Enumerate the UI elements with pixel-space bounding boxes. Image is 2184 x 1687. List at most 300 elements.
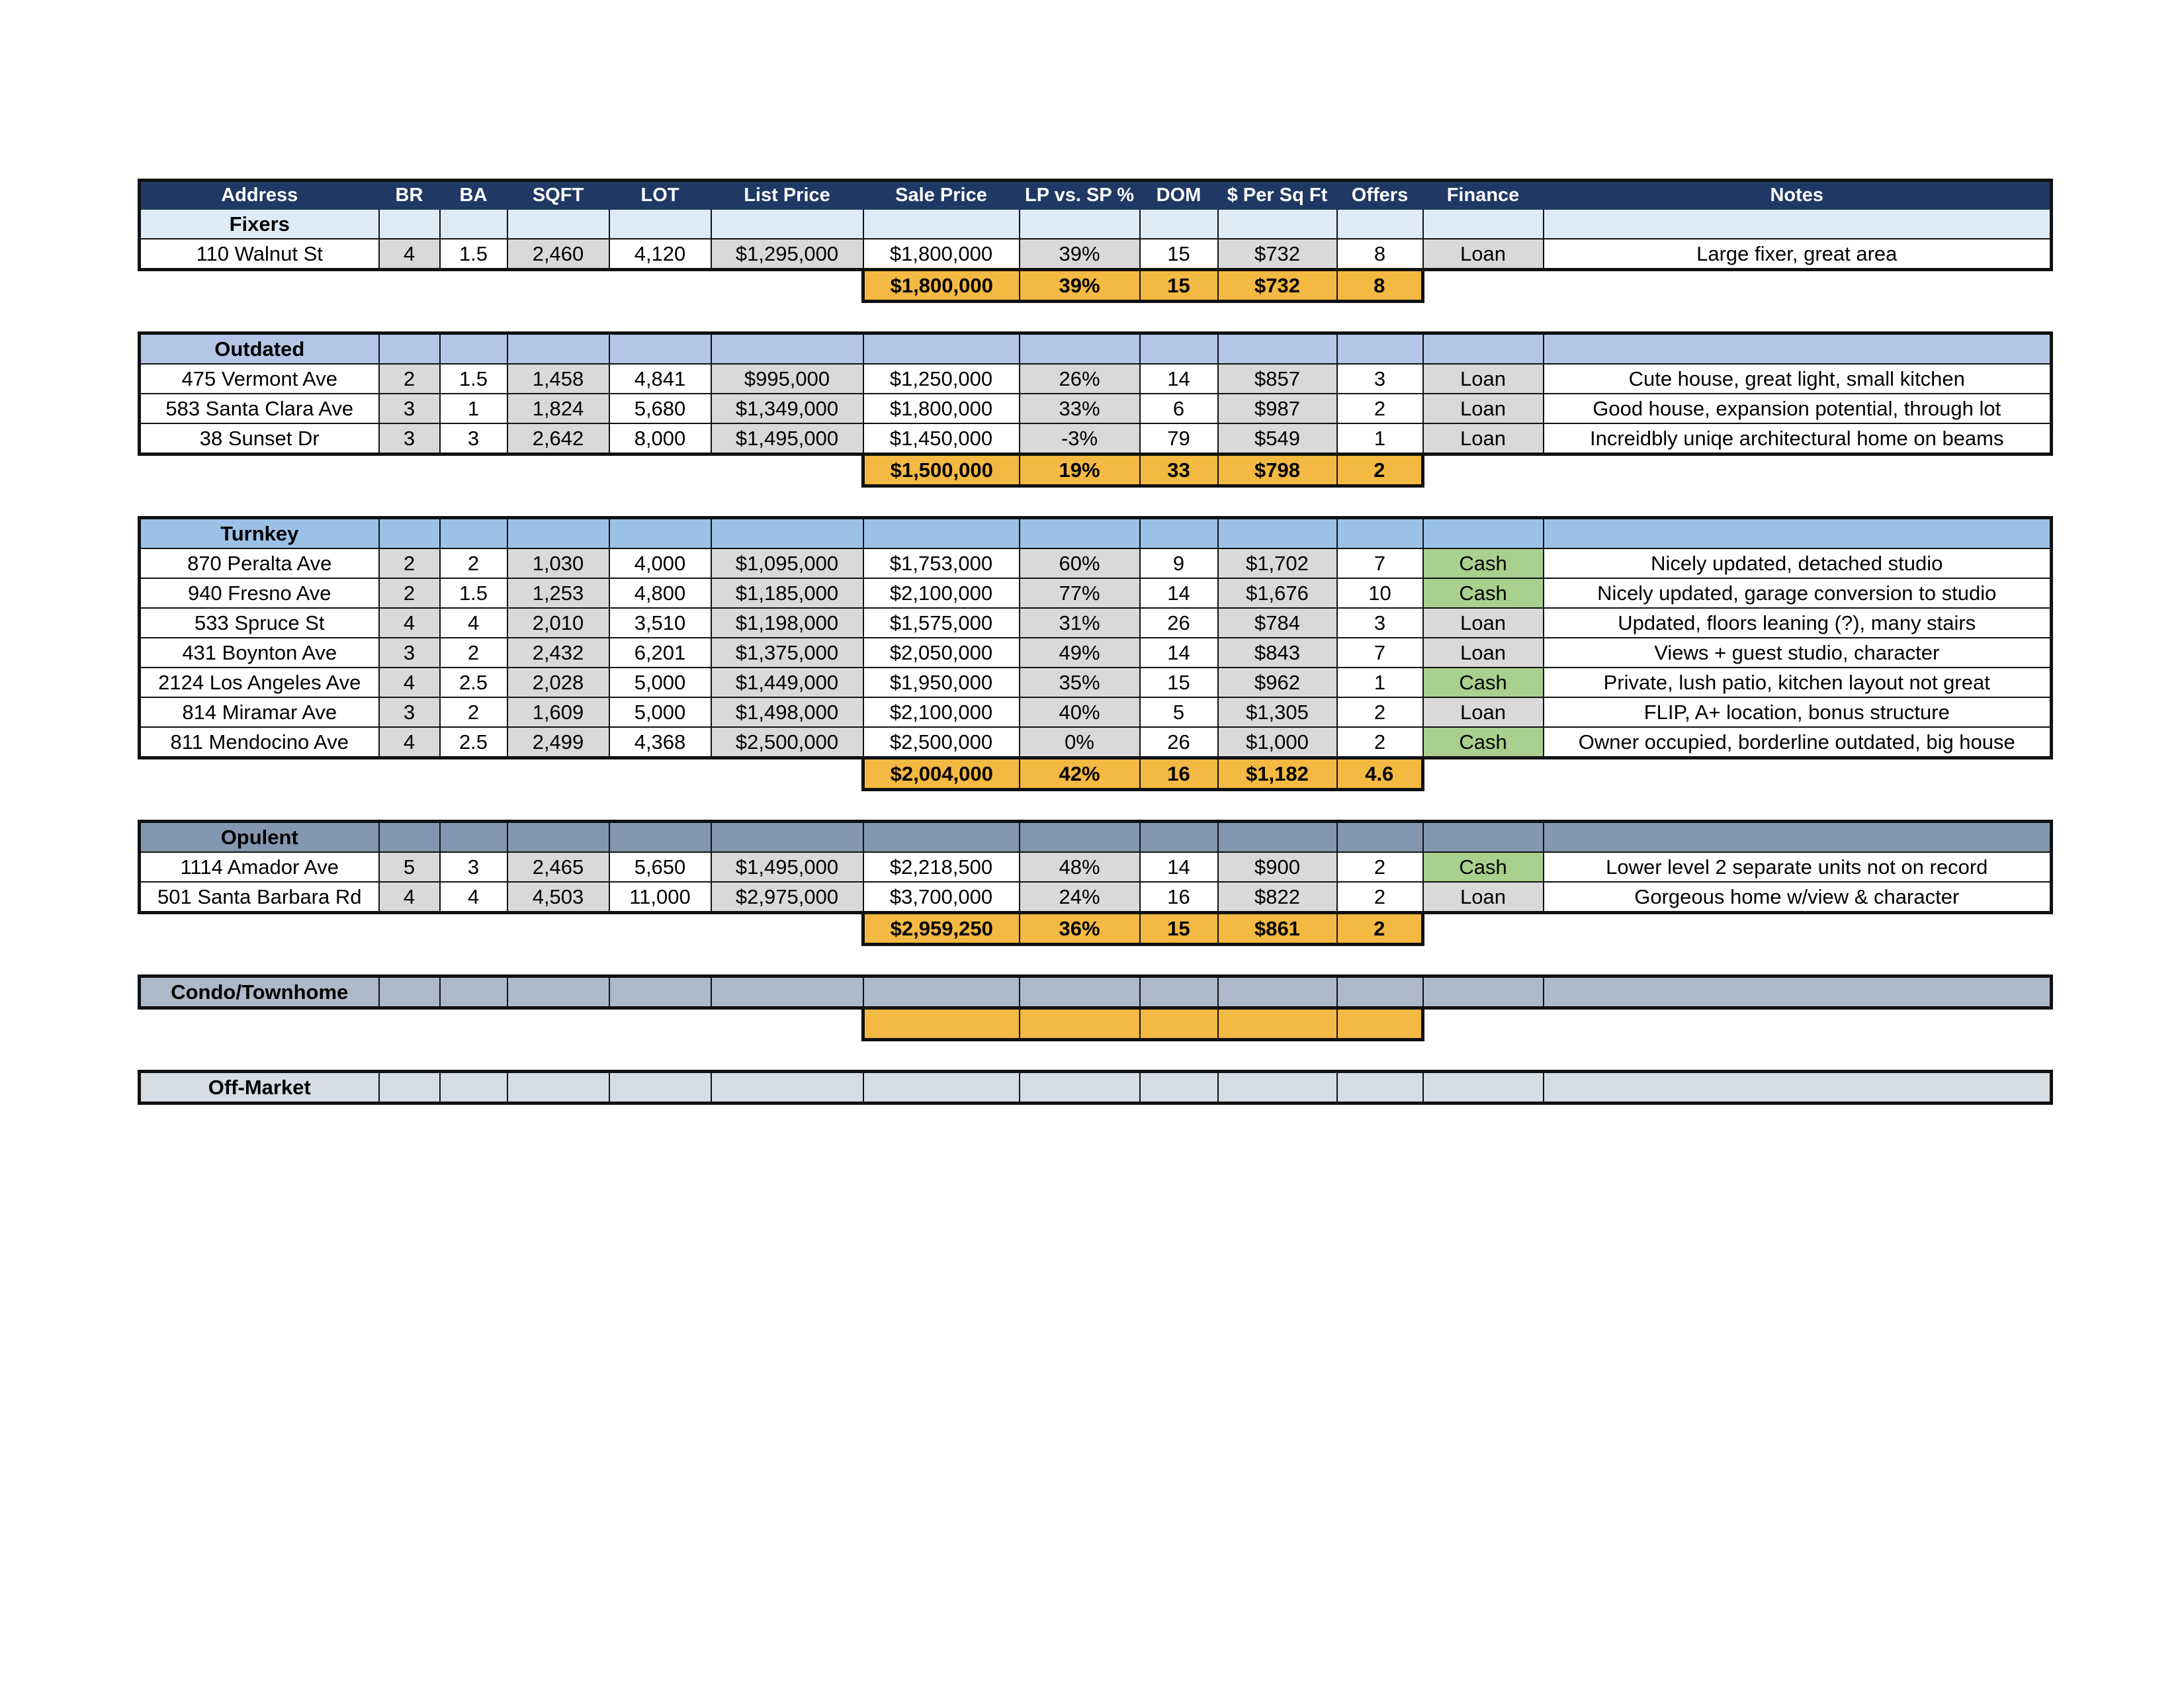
cell-psf: $962 [1218,668,1337,697]
col-sale-price: Sale Price [863,181,1020,210]
section-header-cell [711,976,863,1008]
cell-br: 2 [379,364,440,394]
cell-offers: 2 [1337,882,1423,913]
section-header-cell [1020,333,1140,365]
section-header-cell [1544,333,2052,365]
summary-blank [711,913,863,945]
summary-blank [1423,758,1544,790]
cell-offers: 8 [1337,239,1423,270]
cell-lot: 4,800 [609,578,711,608]
section-header-cell [440,518,507,549]
cell-br: 4 [379,727,440,758]
cell-address: 533 Spruce St [140,608,379,638]
section-header-turnkey [140,518,2052,549]
cell-br: 3 [379,394,440,423]
cell-offers: 2 [1337,852,1423,882]
cell-br: 2 [379,578,440,608]
cell-lpsp: 60% [1020,548,1140,578]
cell-psf: $900 [1218,852,1337,882]
cell-br: 4 [379,668,440,697]
section-label: Turnkey [140,518,379,549]
section-header-cell [379,209,440,239]
summary-sale: $2,959,250 [863,913,1020,945]
cell-notes: Nicely updated, detached studio [1544,548,2052,578]
cell-sqft: 2,465 [507,852,609,882]
cell-list: $1,498,000 [711,697,863,727]
cell-address: 811 Mendocino Ave [140,727,379,758]
cell-ba: 2 [440,697,507,727]
cell-lpsp: -3% [1020,423,1140,454]
summary-psf: $798 [1218,454,1337,486]
cell-psf: $1,000 [1218,727,1337,758]
summary-lpsp [1020,1008,1140,1040]
cell-lot: 4,368 [609,727,711,758]
cell-lpsp: 31% [1020,608,1140,638]
section-label: Outdated [140,333,379,365]
col-sqft: SQFT [507,181,609,210]
section-header-cell [507,518,609,549]
summary-blank [609,913,711,945]
col-ba: BA [440,181,507,210]
section-header-cell [1337,333,1423,365]
cell-lot: 5,650 [609,852,711,882]
summary-blank [140,758,379,790]
section-header-cell [440,1072,507,1103]
table-row [140,882,2052,913]
summary-offers: 8 [1337,270,1423,302]
cell-br: 5 [379,852,440,882]
summary-dom: 33 [1140,454,1218,486]
section-header-cell [507,1072,609,1103]
summary-blank [609,758,711,790]
cell-ba: 2.5 [440,727,507,758]
section-header-cell [1218,209,1337,239]
summary-blank [1423,913,1544,945]
cell-finance: Cash [1423,727,1544,758]
cell-lpsp: 39% [1020,239,1140,270]
section-header-cell [609,518,711,549]
cell-address: 2124 Los Angeles Ave [140,668,379,697]
cell-sqft: 4,503 [507,882,609,913]
cell-finance: Cash [1423,852,1544,882]
summary-blank [140,1008,379,1040]
cell-dom: 26 [1140,727,1218,758]
section-header-cell [1140,518,1218,549]
col-finance: Finance [1423,181,1544,210]
section-header-cell [1140,333,1218,365]
col-address: Address [140,181,379,210]
cell-notes: Lower level 2 separate units not on record [1544,852,2052,882]
cell-sale: $2,218,500 [863,852,1020,882]
cell-sqft: 2,460 [507,239,609,270]
summary-blank [507,758,609,790]
summary-blank [440,913,507,945]
cell-finance: Loan [1423,239,1544,270]
summary-blank [1544,913,2052,945]
section-header-cell [1544,976,2052,1008]
col-lot: LOT [609,181,711,210]
section-header-cell [1544,822,2052,853]
section-header-cell [1020,976,1140,1008]
cell-address: 110 Walnut St [140,239,379,270]
summary-blank [140,454,379,486]
summary-blank [379,454,440,486]
section-header-cell [863,822,1020,853]
section-header-cell [1140,976,1218,1008]
summary-blank [507,454,609,486]
cell-offers: 2 [1337,727,1423,758]
section-header-cell [1423,1072,1544,1103]
cell-address: 1114 Amador Ave [140,852,379,882]
cell-notes: Nicely updated, garage conversion to studio [1544,578,2052,608]
cell-list: $1,375,000 [711,638,863,668]
cell-lpsp: 33% [1020,394,1140,423]
summary-blank [507,913,609,945]
cell-sale: $1,753,000 [863,548,1020,578]
section-header-cell [1218,976,1337,1008]
cell-finance: Loan [1423,882,1544,913]
cell-list: $1,185,000 [711,578,863,608]
summary-lpsp: 42% [1020,758,1140,790]
cell-list: $1,295,000 [711,239,863,270]
summary-blank [507,270,609,302]
cell-dom: 5 [1140,697,1218,727]
header-row [140,181,2052,210]
cell-psf: $843 [1218,638,1337,668]
table-row [140,668,2052,697]
table-row [140,727,2052,758]
section-header-cell [1140,822,1218,853]
cell-offers: 3 [1337,364,1423,394]
cell-ba: 2 [440,638,507,668]
cell-lpsp: 26% [1020,364,1140,394]
cell-list: $1,495,000 [711,852,863,882]
cell-notes: Updated, floors leaning (?), many stairs [1544,608,2052,638]
cell-dom: 14 [1140,364,1218,394]
summary-blank [440,270,507,302]
cell-sale: $1,450,000 [863,423,1020,454]
cell-list: $1,095,000 [711,548,863,578]
cell-finance: Cash [1423,548,1544,578]
cell-lot: 4,841 [609,364,711,394]
col-offers: Offers [1337,181,1423,210]
cell-notes: Gorgeous home w/view & character [1544,882,2052,913]
cell-notes: Large fixer, great area [1544,239,2052,270]
summary-row-fixers [140,270,2052,302]
section-header-fixers [140,209,2052,239]
summary-sale: $2,004,000 [863,758,1020,790]
section-header-cell [1218,1072,1337,1103]
cell-dom: 26 [1140,608,1218,638]
section-header-outdated [140,333,2052,365]
section-header-cell [440,209,507,239]
cell-finance: Loan [1423,364,1544,394]
cell-address: 431 Boynton Ave [140,638,379,668]
summary-dom: 16 [1140,758,1218,790]
cell-psf: $784 [1218,608,1337,638]
section-header-cell [507,333,609,365]
section-header-cell [1020,822,1140,853]
summary-blank [1423,454,1544,486]
section-header-cell [440,822,507,853]
cell-ba: 4 [440,608,507,638]
cell-finance: Cash [1423,668,1544,697]
summary-lpsp: 19% [1020,454,1140,486]
summary-blank [379,1008,440,1040]
cell-lpsp: 24% [1020,882,1140,913]
cell-lot: 5,680 [609,394,711,423]
section-header-cell [609,209,711,239]
cell-offers: 1 [1337,423,1423,454]
section-gap [140,790,2052,822]
summary-blank [609,1008,711,1040]
cell-dom: 16 [1140,882,1218,913]
cell-sqft: 2,432 [507,638,609,668]
cell-psf: $987 [1218,394,1337,423]
gap-cell [140,302,2052,333]
summary-blank [1423,270,1544,302]
summary-blank [711,1008,863,1040]
section-header-cell [711,822,863,853]
cell-br: 3 [379,423,440,454]
table-row [140,608,2052,638]
table-row [140,697,2052,727]
cell-offers: 2 [1337,697,1423,727]
cell-finance: Loan [1423,423,1544,454]
cell-address: 38 Sunset Dr [140,423,379,454]
section-label: Opulent [140,822,379,853]
cell-sale: $3,700,000 [863,882,1020,913]
section-header-cell [507,209,609,239]
section-header-cell [1218,518,1337,549]
cell-dom: 9 [1140,548,1218,578]
gap-cell [140,486,2052,518]
section-header-cell [1020,209,1140,239]
summary-blank [379,758,440,790]
cell-lpsp: 0% [1020,727,1140,758]
summary-dom: 15 [1140,270,1218,302]
col-br: BR [379,181,440,210]
section-header-cell [711,209,863,239]
cell-address: 475 Vermont Ave [140,364,379,394]
col-list-price: List Price [711,181,863,210]
section-header-cell [863,333,1020,365]
summary-blank [1544,758,2052,790]
section-header-cell [609,976,711,1008]
section-header-cell [1218,333,1337,365]
table-row [140,852,2052,882]
summary-sale: $1,500,000 [863,454,1020,486]
cell-list: $1,449,000 [711,668,863,697]
summary-blank [140,270,379,302]
cell-sqft: 1,253 [507,578,609,608]
cell-br: 3 [379,638,440,668]
cell-sqft: 2,028 [507,668,609,697]
cell-sale: $2,100,000 [863,578,1020,608]
section-header-cell [507,822,609,853]
section-header-cell [609,333,711,365]
summary-row-opulent [140,913,2052,945]
cell-finance: Cash [1423,578,1544,608]
cell-sqft: 2,010 [507,608,609,638]
cell-ba: 3 [440,852,507,882]
cell-address: 940 Fresno Ave [140,578,379,608]
cell-lpsp: 40% [1020,697,1140,727]
cell-notes: Owner occupied, borderline outdated, big house [1544,727,2052,758]
summary-blank [609,454,711,486]
cell-lot: 4,120 [609,239,711,270]
cell-sale: $1,575,000 [863,608,1020,638]
summary-dom: 15 [1140,913,1218,945]
cell-ba: 1.5 [440,239,507,270]
section-gap [140,486,2052,518]
cell-lpsp: 49% [1020,638,1140,668]
cell-dom: 14 [1140,852,1218,882]
cell-br: 4 [379,239,440,270]
gap-cell [140,790,2052,822]
cell-finance: Loan [1423,638,1544,668]
summary-blank [609,270,711,302]
section-header-cell [1337,518,1423,549]
section-header-cell [1337,209,1423,239]
section-header-cell [1544,518,2052,549]
section-header-cell [711,1072,863,1103]
cell-lot: 5,000 [609,697,711,727]
cell-list: $1,198,000 [711,608,863,638]
section-header-cell [609,1072,711,1103]
summary-row-outdated [140,454,2052,486]
cell-sqft: 1,030 [507,548,609,578]
cell-br: 4 [379,608,440,638]
col-per-sqft: $ Per Sq Ft [1218,181,1337,210]
cell-psf: $732 [1218,239,1337,270]
cell-sale: $1,800,000 [863,394,1020,423]
section-header-cell [440,333,507,365]
cell-dom: 6 [1140,394,1218,423]
cell-psf: $857 [1218,364,1337,394]
cell-sqft: 2,499 [507,727,609,758]
summary-offers: 2 [1337,454,1423,486]
cell-lot: 6,201 [609,638,711,668]
cell-list: $2,500,000 [711,727,863,758]
cell-sqft: 1,458 [507,364,609,394]
summary-blank [1423,1008,1544,1040]
cell-sqft: 1,609 [507,697,609,727]
summary-blank [711,758,863,790]
cell-offers: 10 [1337,578,1423,608]
section-header-cell [1218,822,1337,853]
table-row [140,239,2052,270]
cell-ba: 2 [440,548,507,578]
cell-dom: 15 [1140,239,1218,270]
summary-blank [440,1008,507,1040]
cell-lot: 8,000 [609,423,711,454]
cell-sale: $2,500,000 [863,727,1020,758]
cell-offers: 2 [1337,394,1423,423]
cell-sale: $1,250,000 [863,364,1020,394]
section-header-cell [863,976,1020,1008]
section-header-cell [863,209,1020,239]
summary-psf: $732 [1218,270,1337,302]
cell-finance: Loan [1423,697,1544,727]
summary-blank [140,913,379,945]
cell-list: $1,495,000 [711,423,863,454]
cell-lot: 4,000 [609,548,711,578]
summary-sale [863,1008,1020,1040]
table-row [140,364,2052,394]
section-header-cell [1544,1072,2052,1103]
cell-sqft: 1,824 [507,394,609,423]
cell-lot: 5,000 [609,668,711,697]
section-header-cell [379,976,440,1008]
cell-lpsp: 35% [1020,668,1140,697]
section-label: Fixers [140,209,379,239]
cell-psf: $549 [1218,423,1337,454]
cell-offers: 7 [1337,638,1423,668]
summary-psf: $1,182 [1218,758,1337,790]
summary-sale: $1,800,000 [863,270,1020,302]
cell-address: 870 Peralta Ave [140,548,379,578]
cell-lot: 3,510 [609,608,711,638]
cell-finance: Loan [1423,394,1544,423]
summary-psf: $861 [1218,913,1337,945]
cell-address: 814 Miramar Ave [140,697,379,727]
comps-table [138,179,2053,1105]
section-header-cell [1337,822,1423,853]
cell-br: 2 [379,548,440,578]
section-header-cell [379,822,440,853]
section-header-cell [379,1072,440,1103]
cell-finance: Loan [1423,608,1544,638]
section-label: Condo/Townhome [140,976,379,1008]
section-gap [140,302,2052,333]
gap-cell [140,945,2052,976]
summary-blank [379,270,440,302]
cell-notes: Increidbly uniqe architectural home on beams [1544,423,2052,454]
summary-blank [711,270,863,302]
cell-psf: $1,676 [1218,578,1337,608]
cell-psf: $1,305 [1218,697,1337,727]
cell-dom: 14 [1140,638,1218,668]
cell-br: 3 [379,697,440,727]
section-header-cell [1423,333,1544,365]
cell-sqft: 2,642 [507,423,609,454]
section-header-opulent [140,822,2052,853]
section-label: Off-Market [140,1072,379,1103]
section-header-condo [140,976,2052,1008]
section-header-cell [1020,518,1140,549]
section-gap [140,945,2052,976]
cell-notes: FLIP, A+ location, bonus structure [1544,697,2052,727]
col-lp-vs-sp: LP vs. SP % [1020,181,1140,210]
section-header-cell [1423,822,1544,853]
summary-offers: 2 [1337,913,1423,945]
summary-lpsp: 36% [1020,913,1140,945]
cell-dom: 79 [1140,423,1218,454]
summary-blank [379,913,440,945]
cell-psf: $822 [1218,882,1337,913]
summary-offers: 4.6 [1337,758,1423,790]
summary-blank [440,454,507,486]
table-row [140,578,2052,608]
section-header-off [140,1072,2052,1103]
section-header-cell [1337,976,1423,1008]
summary-blank [1544,1008,2052,1040]
section-header-cell [1337,1072,1423,1103]
summary-dom [1140,1008,1218,1040]
cell-dom: 14 [1140,578,1218,608]
cell-notes: Good house, expansion potential, through lot [1544,394,2052,423]
